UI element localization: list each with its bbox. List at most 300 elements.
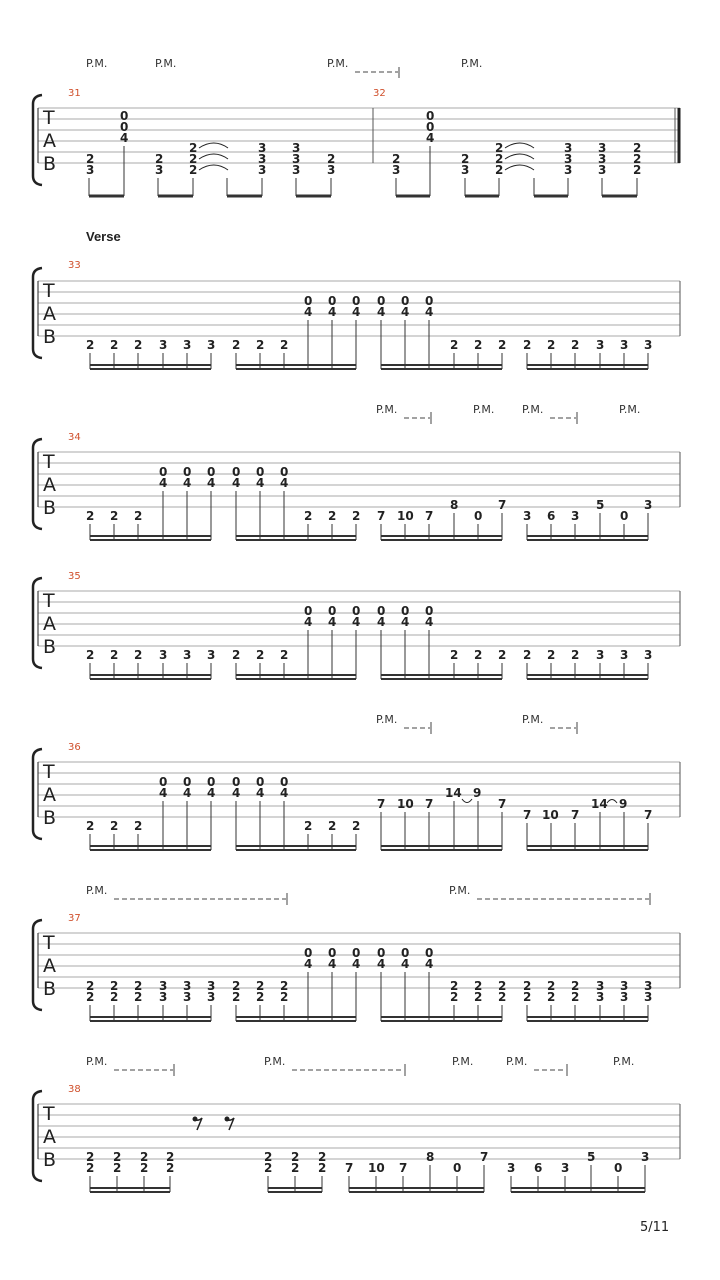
pm-mark: P.M. (86, 1055, 108, 1068)
fret-number: 4 (352, 305, 361, 319)
measure-number: 37 (68, 913, 81, 924)
pm-mark: P.M. (522, 713, 544, 726)
fret-number: 4 (352, 957, 361, 971)
system-2 (33, 260, 680, 369)
fret-number: 7 (377, 509, 386, 523)
fret-number: 2 (280, 979, 289, 993)
tab-letter-b: B (43, 497, 57, 519)
fret-number: 4 (377, 615, 386, 629)
measure-number: 31 (68, 88, 81, 99)
fret-number: 3 (207, 979, 216, 993)
fret-number: 2 (110, 509, 119, 523)
fret-number: 2 (352, 819, 361, 833)
fret-number: 2 (474, 648, 483, 662)
fret-number: 3 (207, 648, 216, 662)
fret-number: 3 (641, 1150, 650, 1164)
tab-letter-a: A (43, 613, 56, 635)
tab-letter-a: A (43, 955, 56, 977)
fret-number: 7 (480, 1150, 489, 1164)
pm-mark: P.M. (619, 403, 641, 416)
fret-number: 0 (377, 946, 386, 960)
fret-number: 2 (189, 163, 198, 177)
fret-number: 6 (534, 1161, 543, 1175)
fret-number: 2 (232, 338, 241, 352)
fret-number: 4 (183, 476, 192, 490)
fret-number: 2 (232, 648, 241, 662)
fret-number: 0 (304, 294, 313, 308)
measure-number: 34 (68, 432, 81, 443)
fret-number: 0 (120, 109, 129, 123)
fret-number: 0 (207, 775, 216, 789)
slur-arc (607, 800, 617, 804)
fret-number: 2 (450, 648, 459, 662)
fret-number: 7 (523, 808, 532, 822)
fret-number: 3 (620, 338, 629, 352)
fret-number: 2 (134, 648, 143, 662)
fret-number: 7 (498, 498, 507, 512)
fret-number: 2 (304, 509, 313, 523)
fret-number: 2 (86, 990, 95, 1004)
fret-number: 2 (304, 819, 313, 833)
fret-number: 4 (328, 957, 337, 971)
fret-number: 2 (86, 338, 95, 352)
fret-number: 2 (461, 152, 470, 166)
fret-number: 2 (134, 979, 143, 993)
fret-number: 2 (495, 163, 504, 177)
fret-number: 2 (232, 990, 241, 1004)
fret-number: 2 (571, 338, 580, 352)
fret-number: 3 (598, 152, 607, 166)
fret-number: 3 (644, 990, 653, 1004)
fret-number: 3 (596, 338, 605, 352)
fret-number: 0 (614, 1161, 623, 1175)
fret-number: 2 (523, 990, 532, 1004)
fret-number: 2 (280, 338, 289, 352)
fret-number: 2 (547, 979, 556, 993)
fret-number: 3 (620, 990, 629, 1004)
fret-number: 0 (352, 946, 361, 960)
fret-number: 3 (258, 163, 267, 177)
pm-mark: P.M. (376, 713, 398, 726)
fret-number: 2 (327, 152, 336, 166)
tab-letter-b: B (43, 978, 57, 1000)
staff-lines (38, 108, 680, 163)
fret-number: 2 (110, 990, 119, 1004)
fret-number: 3 (183, 979, 192, 993)
fret-number: 0 (401, 604, 410, 618)
fret-number: 2 (498, 648, 507, 662)
fret-number: 4 (120, 131, 129, 145)
pm-mark: P.M. (522, 403, 544, 416)
fret-number: 2 (571, 979, 580, 993)
stems-and-beams (89, 146, 637, 196)
fret-number: 4 (425, 615, 434, 629)
fret-number: 0 (425, 294, 434, 308)
fret-number: 2 (495, 141, 504, 155)
measure-number: 32 (373, 88, 386, 99)
fret-number: 5 (596, 498, 605, 512)
fret-number: 3 (159, 979, 168, 993)
fret-number: 0 (328, 604, 337, 618)
fret-number: 4 (377, 305, 386, 319)
fret-number: 2 (134, 990, 143, 1004)
fret-number: 2 (134, 819, 143, 833)
fret-number: 2 (498, 979, 507, 993)
fret-number: 0 (352, 294, 361, 308)
fret-number: 2 (523, 648, 532, 662)
fret-number: 3 (292, 163, 301, 177)
system-6 (33, 884, 680, 1021)
staff-lines (38, 1104, 680, 1159)
fret-number: 3 (620, 979, 629, 993)
fret-number: 3 (644, 338, 653, 352)
staff-lines (38, 762, 680, 817)
fret-number: 3 (183, 990, 192, 1004)
fret-number: 3 (596, 979, 605, 993)
fret-number: 2 (256, 648, 265, 662)
tab-letter-b: B (43, 1149, 57, 1171)
fret-number: 3 (596, 990, 605, 1004)
fret-number: 2 (189, 152, 198, 166)
fret-number: 9 (473, 786, 482, 800)
fret-number: 2 (155, 152, 164, 166)
tab-letter-t: T (43, 761, 55, 783)
fret-number: 2 (498, 338, 507, 352)
fret-number: 2 (633, 152, 642, 166)
fret-number: 3 (183, 338, 192, 352)
fret-number: 2 (280, 648, 289, 662)
fret-number: 2 (113, 1161, 122, 1175)
fret-number: 2 (110, 338, 119, 352)
fret-number: 4 (207, 476, 216, 490)
fret-number: 9 (619, 797, 628, 811)
fret-number: 0 (183, 775, 192, 789)
pm-mark: P.M. (452, 1055, 474, 1068)
stems-and-beams (90, 801, 648, 850)
fret-number: 0 (401, 946, 410, 960)
fret-number: 2 (140, 1161, 149, 1175)
fret-number: 4 (304, 305, 313, 319)
fret-number: 2 (495, 152, 504, 166)
fret-number: 0 (280, 465, 289, 479)
fret-number: 3 (598, 141, 607, 155)
fret-number: 7 (377, 797, 386, 811)
fret-number: 2 (318, 1150, 327, 1164)
fret-number: 14 (445, 786, 462, 800)
fret-number: 3 (207, 338, 216, 352)
fret-number: 7 (644, 808, 653, 822)
fret-number: 2 (189, 141, 198, 155)
fret-number: 3 (292, 152, 301, 166)
fret-number: 2 (291, 1161, 300, 1175)
system-5 (33, 713, 680, 850)
fret-number: 2 (86, 1161, 95, 1175)
fret-number: 2 (86, 1150, 95, 1164)
fret-number: 2 (86, 648, 95, 662)
pm-mark: P.M. (461, 57, 483, 70)
fret-number: 0 (401, 294, 410, 308)
fret-number: 5 (587, 1150, 596, 1164)
pm-mark: P.M. (473, 403, 495, 416)
fret-number: 2 (392, 152, 401, 166)
tab-letter-b: B (43, 153, 57, 175)
fret-number: 2 (498, 990, 507, 1004)
measure-number: 33 (68, 260, 81, 271)
fret-number: 0 (232, 775, 241, 789)
pm-mark: P.M. (376, 403, 398, 416)
fret-number: 3 (155, 163, 164, 177)
tie-arcs (199, 143, 228, 170)
fret-number: 0 (426, 109, 435, 123)
page-number: 5/11 (640, 1220, 670, 1235)
fret-number: 2 (113, 1150, 122, 1164)
stems-and-beams (90, 630, 648, 679)
tab-letter-t: T (43, 1103, 55, 1125)
fret-number: 3 (159, 990, 168, 1004)
fret-number: 2 (547, 338, 556, 352)
fret-number: 3 (561, 1161, 570, 1175)
stems-and-beams (90, 320, 648, 369)
fret-number: 2 (86, 979, 95, 993)
tie-arcs (505, 143, 534, 170)
fret-number: 3 (644, 648, 653, 662)
pm-mark: P.M. (155, 57, 177, 70)
fret-number: 0 (159, 465, 168, 479)
fret-number: 8 (426, 1150, 435, 1164)
fret-number: 3 (523, 509, 532, 523)
fret-number: 2 (328, 509, 337, 523)
section-label: Verse (86, 229, 121, 244)
fret-number: 4 (425, 305, 434, 319)
system-1 (33, 57, 680, 196)
fret-number: 4 (280, 786, 289, 800)
fret-number: 2 (86, 152, 95, 166)
fret-number: 2 (352, 509, 361, 523)
fret-number: 7 (425, 797, 434, 811)
fret-number: 3 (461, 163, 470, 177)
fret-number: 2 (474, 990, 483, 1004)
pm-mark: P.M. (86, 884, 108, 897)
fret-number: 2 (547, 648, 556, 662)
fret-number: 4 (232, 786, 241, 800)
fret-number: 2 (256, 990, 265, 1004)
measure-number: 36 (68, 742, 81, 753)
fret-number: 2 (86, 819, 95, 833)
fret-number: 2 (86, 509, 95, 523)
fret-number: 3 (183, 648, 192, 662)
tab-letter-t: T (43, 107, 55, 129)
fret-number: 3 (571, 509, 580, 523)
tab-letter-b: B (43, 807, 57, 829)
fret-number: 2 (450, 990, 459, 1004)
measure-number: 35 (68, 571, 81, 582)
fret-number: 2 (547, 990, 556, 1004)
tab-letter-t: T (43, 590, 55, 612)
system-3 (33, 403, 680, 540)
fret-number: 10 (397, 797, 414, 811)
system-4 (33, 571, 680, 679)
slur-arc (462, 799, 472, 803)
fret-number: 7 (571, 808, 580, 822)
fret-number: 3 (596, 648, 605, 662)
fret-number: 4 (183, 786, 192, 800)
fret-number: 2 (474, 979, 483, 993)
fret-number: 4 (159, 786, 168, 800)
measure-number: 38 (68, 1084, 81, 1095)
fret-number: 4 (352, 615, 361, 629)
fret-number: 3 (644, 498, 653, 512)
fret-number: 2 (134, 338, 143, 352)
fret-number: 2 (280, 990, 289, 1004)
pm-mark: P.M. (613, 1055, 635, 1068)
fret-number: 2 (110, 979, 119, 993)
fret-number: 4 (232, 476, 241, 490)
fret-number: 2 (110, 819, 119, 833)
fret-number: 0 (425, 604, 434, 618)
fret-number: 2 (571, 990, 580, 1004)
fret-number: 0 (304, 604, 313, 618)
pm-mark: P.M. (86, 57, 108, 70)
fret-number: 3 (564, 152, 573, 166)
fret-number: 2 (166, 1161, 175, 1175)
fret-number: 0 (207, 465, 216, 479)
fret-number: 2 (256, 338, 265, 352)
fret-number: 4 (426, 131, 435, 145)
fret-number: 4 (401, 957, 410, 971)
fret-number: 4 (256, 476, 265, 490)
tab-letter-t: T (43, 932, 55, 954)
tab-letter-b: B (43, 636, 57, 658)
fret-number: 7 (425, 509, 434, 523)
fret-number: 4 (328, 615, 337, 629)
fret-number: 7 (498, 797, 507, 811)
fret-number: 8 (450, 498, 459, 512)
fret-number: 0 (256, 465, 265, 479)
fret-number: 2 (264, 1161, 273, 1175)
fret-number: 0 (352, 604, 361, 618)
fret-number: 4 (207, 786, 216, 800)
fret-number: 3 (644, 979, 653, 993)
tab-letter-a: A (43, 784, 56, 806)
fret-number: 3 (564, 163, 573, 177)
fret-number: 0 (120, 120, 129, 134)
fret-number: 3 (507, 1161, 516, 1175)
fret-number: 10 (368, 1161, 385, 1175)
fret-number: 0 (328, 294, 337, 308)
fret-number: 4 (425, 957, 434, 971)
fret-number: 0 (453, 1161, 462, 1175)
fret-number: 7 (345, 1161, 354, 1175)
fret-number: 4 (256, 786, 265, 800)
fret-number: 2 (110, 648, 119, 662)
stems-and-beams (90, 491, 648, 540)
fret-number: 4 (401, 615, 410, 629)
fret-number: 10 (542, 808, 559, 822)
fret-number: 2 (474, 338, 483, 352)
fret-number: 3 (159, 338, 168, 352)
fret-number: 3 (258, 152, 267, 166)
tab-letter-b: B (43, 326, 57, 348)
pm-mark: P.M. (449, 884, 471, 897)
fret-number: 2 (318, 1161, 327, 1175)
fret-number: 2 (450, 979, 459, 993)
fret-number: 3 (159, 648, 168, 662)
fret-number: 3 (392, 163, 401, 177)
fret-number: 2 (264, 1150, 273, 1164)
tab-letter-a: A (43, 303, 56, 325)
fret-number: 3 (620, 648, 629, 662)
tab-letter-a: A (43, 1126, 56, 1148)
fret-number: 14 (591, 797, 608, 811)
eighth-rest-icon (193, 1117, 203, 1131)
tab-letter-a: A (43, 130, 56, 152)
fret-number: 0 (425, 946, 434, 960)
fret-number: 4 (377, 957, 386, 971)
fret-number: 0 (377, 604, 386, 618)
fret-number: 2 (232, 979, 241, 993)
fret-number: 4 (304, 957, 313, 971)
system-7 (33, 1055, 680, 1192)
pm-mark: P.M. (506, 1055, 528, 1068)
tab-letter-a: A (43, 474, 56, 496)
fret-number: 0 (159, 775, 168, 789)
fret-number: 3 (564, 141, 573, 155)
fret-number: 0 (304, 946, 313, 960)
fret-number: 2 (134, 509, 143, 523)
fret-number: 3 (207, 990, 216, 1004)
tab-letter-t: T (43, 451, 55, 473)
fret-number: 7 (399, 1161, 408, 1175)
fret-number: 3 (86, 163, 95, 177)
stems-and-beams (90, 972, 648, 1021)
fret-number: 2 (450, 338, 459, 352)
fret-number: 0 (620, 509, 629, 523)
fret-number: 0 (474, 509, 483, 523)
pm-mark: P.M. (264, 1055, 286, 1068)
fret-number: 0 (280, 775, 289, 789)
fret-number: 2 (166, 1150, 175, 1164)
pm-mark: P.M. (327, 57, 349, 70)
fret-number: 6 (547, 509, 556, 523)
fret-number: 2 (140, 1150, 149, 1164)
fret-number: 0 (426, 120, 435, 134)
fret-number: 2 (571, 648, 580, 662)
fret-number: 0 (183, 465, 192, 479)
fret-number: 0 (328, 946, 337, 960)
fret-number: 2 (328, 819, 337, 833)
fret-number: 2 (523, 979, 532, 993)
fret-number: 0 (232, 465, 241, 479)
fret-number: 3 (258, 141, 267, 155)
fret-number: 4 (159, 476, 168, 490)
fret-number: 4 (401, 305, 410, 319)
fret-number: 2 (291, 1150, 300, 1164)
fret-number: 4 (304, 615, 313, 629)
fret-number: 3 (292, 141, 301, 155)
fret-number: 2 (256, 979, 265, 993)
staff-lines (38, 452, 680, 507)
fret-number: 4 (328, 305, 337, 319)
fret-number: 3 (327, 163, 336, 177)
fret-number: 0 (377, 294, 386, 308)
fret-number: 3 (598, 163, 607, 177)
fret-number: 2 (633, 163, 642, 177)
fret-number: 2 (633, 141, 642, 155)
fret-number: 4 (280, 476, 289, 490)
fret-number: 0 (256, 775, 265, 789)
eighth-rest-icon (225, 1117, 235, 1131)
fret-number: 10 (397, 509, 414, 523)
